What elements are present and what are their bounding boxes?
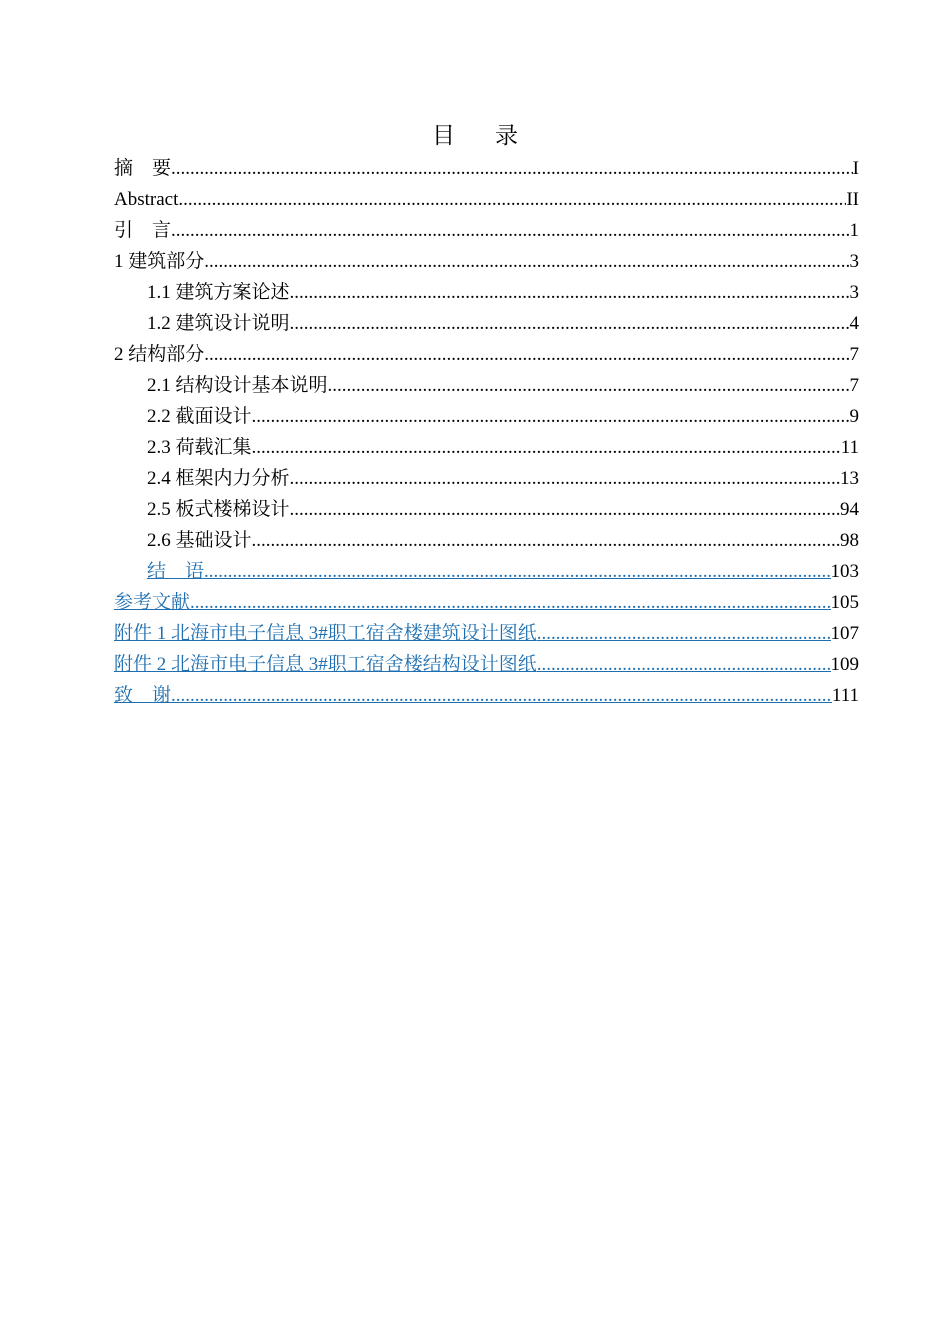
toc-link-conclusion[interactable] xyxy=(114,556,859,587)
toc-list xyxy=(114,153,859,711)
toc-entry-page: 1 xyxy=(849,220,859,241)
toc-entry-label[interactable]: 附件 1 北海市电子信息 3#职工宿舍楼建筑设计图纸 xyxy=(114,623,537,644)
toc-title-char-2: 录 xyxy=(495,123,518,149)
toc-leader-dots[interactable] xyxy=(190,587,830,618)
toc-entry-page: 107 xyxy=(830,623,859,644)
toc-entry-structure xyxy=(114,339,859,370)
toc-entry-page: 103 xyxy=(830,561,859,582)
toc-entry-abstract-cn xyxy=(114,153,859,184)
toc-leader-dots xyxy=(252,432,841,463)
toc-leader-dots xyxy=(171,153,853,184)
toc-entry-label: 2.2 截面设计 xyxy=(147,406,252,427)
toc-title xyxy=(0,118,950,154)
toc-entry-label[interactable]: 参考文献 xyxy=(114,592,191,613)
toc-entry-label: 1 建筑部分 xyxy=(114,251,205,272)
toc-leader-dots xyxy=(290,463,840,494)
toc-entry-2-1 xyxy=(114,370,859,401)
toc-leader-dots[interactable] xyxy=(204,556,830,587)
toc-link-acknowledgements[interactable] xyxy=(114,680,859,711)
toc-leader-dots xyxy=(290,494,840,525)
toc-entry-2-2 xyxy=(114,401,859,432)
toc-leader-dots[interactable] xyxy=(171,680,832,711)
toc-entry-label: 2.5 板式楼梯设计 xyxy=(147,499,290,520)
toc-leader-dots xyxy=(171,215,849,246)
toc-entry-page: 98 xyxy=(840,530,859,551)
toc-entry-1-1 xyxy=(114,277,859,308)
toc-entry-label: 引 言 xyxy=(114,220,172,241)
toc-entry-label: 2.1 结构设计基本说明 xyxy=(147,375,328,396)
toc-title-char-1: 目 xyxy=(432,123,455,149)
toc-leader-dots xyxy=(252,525,840,556)
toc-entry-page: 9 xyxy=(849,406,859,427)
toc-entry-page: 109 xyxy=(830,654,859,675)
toc-entry-2-4 xyxy=(114,463,859,494)
toc-leader-dots[interactable] xyxy=(537,618,831,649)
toc-entry-2-5 xyxy=(114,494,859,525)
toc-entry-page: 4 xyxy=(849,313,859,334)
toc-entry-page: 7 xyxy=(849,375,859,396)
toc-leader-dots xyxy=(204,246,849,277)
toc-entry-label[interactable]: 附件 2 北海市电子信息 3#职工宿舍楼结构设计图纸 xyxy=(114,654,537,675)
toc-entry-label[interactable]: 致 谢 xyxy=(114,685,172,706)
toc-entry-introduction xyxy=(114,215,859,246)
toc-entry-label: 2.4 框架内力分析 xyxy=(147,468,290,489)
toc-entry-page: 13 xyxy=(840,468,859,489)
toc-link-references[interactable] xyxy=(114,587,859,618)
toc-entry-page: II xyxy=(846,189,859,210)
toc-leader-dots xyxy=(290,277,850,308)
toc-entry-label: 2.6 基础设计 xyxy=(147,530,252,551)
toc-leader-dots xyxy=(204,339,849,370)
toc-entry-label: 2.3 荷载汇集 xyxy=(147,437,252,458)
toc-link-appendix-1[interactable] xyxy=(114,618,859,649)
toc-leader-dots[interactable] xyxy=(537,649,831,680)
toc-leader-dots xyxy=(252,401,850,432)
toc-entry-page: 11 xyxy=(840,437,859,458)
toc-entry-page: 94 xyxy=(840,499,859,520)
toc-link-appendix-2[interactable] xyxy=(114,649,859,680)
toc-entry-page: 3 xyxy=(849,282,859,303)
toc-entry-architecture xyxy=(114,246,859,277)
toc-entry-label[interactable]: 结 语 xyxy=(147,561,205,582)
toc-entry-2-3 xyxy=(114,432,859,463)
toc-entry-label: 1.1 建筑方案论述 xyxy=(147,282,290,303)
toc-entry-page: 111 xyxy=(831,685,859,706)
toc-entry-page: 7 xyxy=(849,344,859,365)
toc-entry-page: I xyxy=(852,158,859,179)
toc-entry-label: Abstract xyxy=(114,189,179,210)
toc-entry-2-6 xyxy=(114,525,859,556)
toc-leader-dots xyxy=(290,308,850,339)
toc-entry-1-2 xyxy=(114,308,859,339)
toc-entry-page: 3 xyxy=(849,251,859,272)
toc-entry-abstract-en xyxy=(114,184,859,215)
toc-entry-label: 摘 要 xyxy=(114,158,172,179)
toc-leader-dots xyxy=(178,184,846,215)
toc-entry-label: 2 结构部分 xyxy=(114,344,205,365)
toc-entry-page: 105 xyxy=(830,592,859,613)
toc-entry-label: 1.2 建筑设计说明 xyxy=(147,313,290,334)
toc-leader-dots xyxy=(328,370,850,401)
